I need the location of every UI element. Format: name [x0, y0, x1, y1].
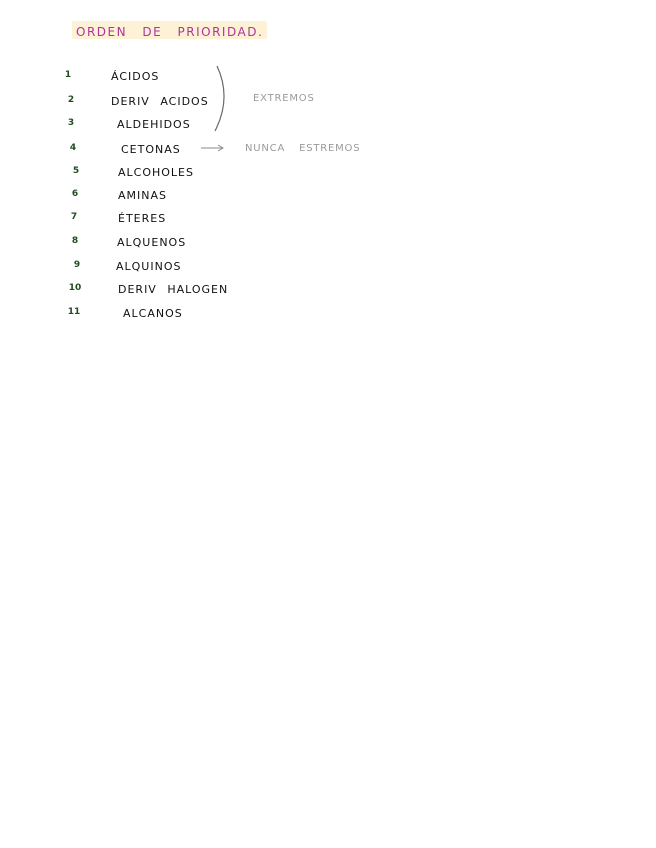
list-number: 4	[69, 143, 77, 153]
bracket-note: EXTREMOS	[253, 93, 315, 104]
list-item: ÁCIDOS	[111, 70, 160, 83]
list-number: 6	[71, 189, 79, 199]
list-number: 1	[64, 70, 72, 80]
list-item: DERIV ACIDOS	[111, 95, 209, 108]
list-item: ALQUENOS	[117, 236, 187, 249]
list-item: CETONAS	[121, 143, 181, 156]
list-number: 10	[68, 283, 82, 293]
list-item: ALDEHIDOS	[117, 118, 191, 131]
list-item: ALCANOS	[123, 307, 183, 320]
arrow-note: NUNCA ESTREMOS	[245, 143, 361, 154]
list-item: ALCOHOLES	[118, 166, 194, 179]
page-title: ORDEN DE PRIORIDAD.	[76, 25, 264, 39]
list-number: 8	[71, 236, 79, 246]
list-item: ALQUINOS	[116, 260, 182, 273]
list-number: 2	[67, 95, 75, 105]
arrow-right-icon	[201, 145, 223, 151]
list-number: 11	[67, 307, 81, 317]
list-number: 9	[73, 260, 81, 270]
list-number: 5	[72, 166, 80, 176]
list-item: AMINAS	[118, 189, 167, 202]
list-number: 7	[70, 212, 78, 222]
bracket-icon	[215, 66, 224, 131]
list-item: DERIV HALOGEN	[118, 283, 229, 296]
list-number: 3	[67, 118, 75, 128]
list-item: ÉTERES	[118, 212, 167, 225]
